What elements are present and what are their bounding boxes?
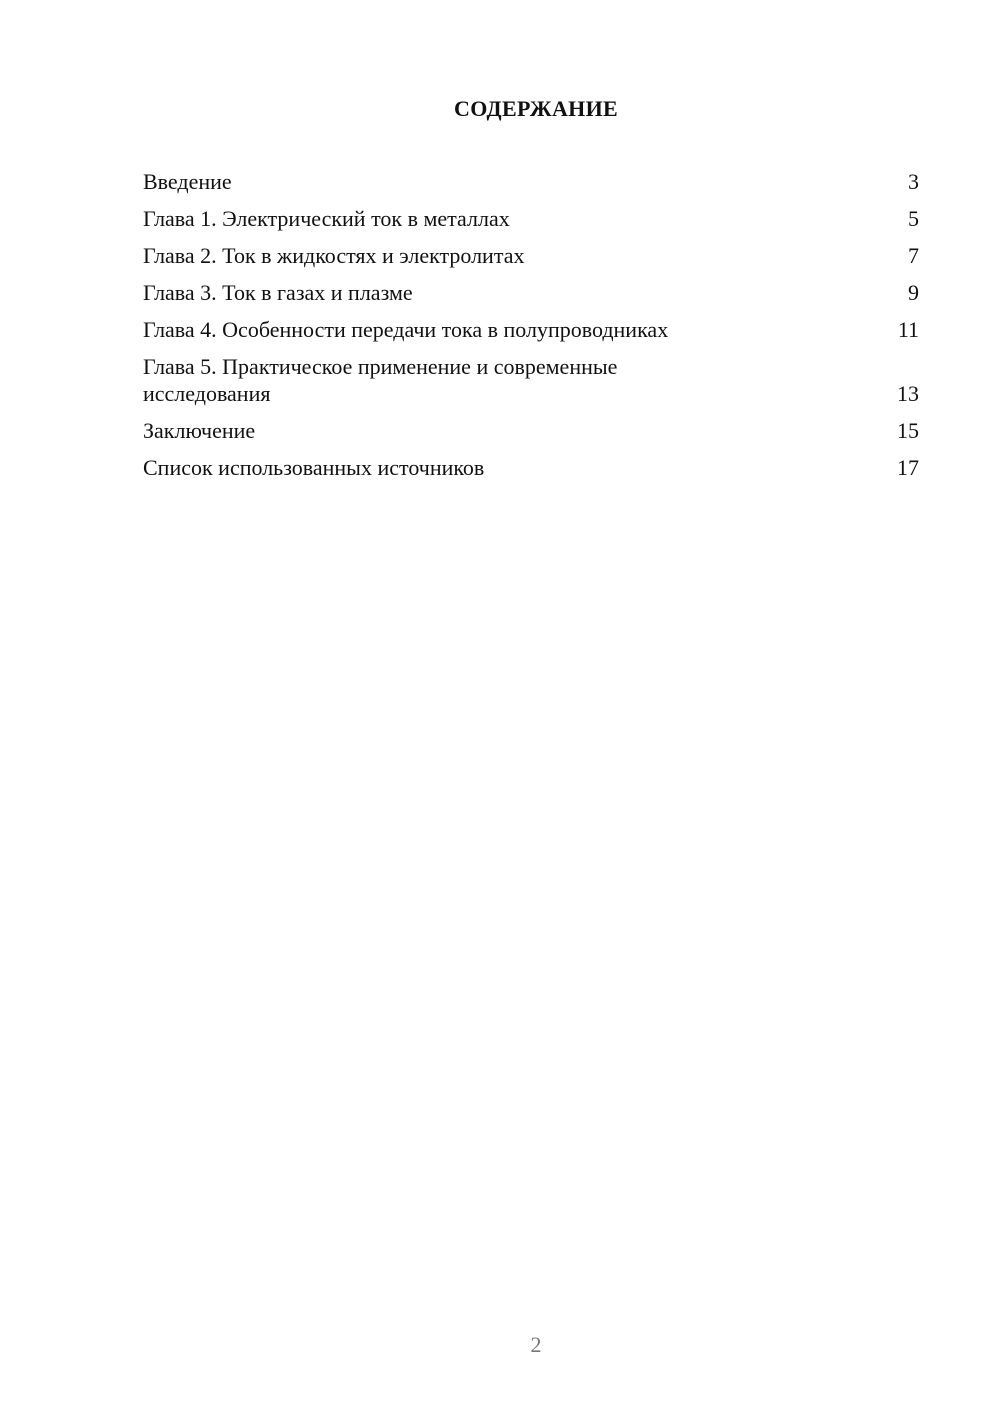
page-number: 2 xyxy=(530,1332,542,1357)
toc-entry-label: Глава 3. Ток в газах и плазме xyxy=(143,280,413,305)
toc-entry-page: 3 xyxy=(908,169,919,194)
toc-entry-conclusion xyxy=(143,417,919,444)
toc-entry-page: 13 xyxy=(897,381,919,406)
toc-entry-label: Глава 5. Практическое применение и современные исследования xyxy=(143,354,618,406)
toc-entry-references xyxy=(143,454,919,481)
toc-entry-label: Введение xyxy=(143,169,232,194)
toc-entry-page: 11 xyxy=(897,317,919,342)
toc-entry-label: Глава 2. Ток в жидкостях и электролитах xyxy=(143,243,525,268)
toc-entry-page: 9 xyxy=(908,280,919,305)
page-title: СОДЕРЖАНИЕ xyxy=(454,96,618,121)
toc-entry-label: Заключение xyxy=(143,418,256,443)
toc-entry-label: Глава 1. Электрический ток в металлах xyxy=(143,206,510,231)
toc-entry-label: Список использованных источников xyxy=(143,455,485,480)
toc-entry-page: 15 xyxy=(897,418,919,443)
toc-entry-chapter-5 xyxy=(143,353,919,407)
toc-entry-page: 5 xyxy=(908,206,919,231)
toc-entry-page: 17 xyxy=(897,455,919,480)
toc-entry-chapter-1 xyxy=(143,205,919,232)
toc-entry-chapter-4 xyxy=(143,316,919,343)
toc-entry-page: 7 xyxy=(908,243,919,268)
toc-entry-label: Глава 4. Особенности передачи тока в полупроводниках xyxy=(143,317,669,342)
toc-entry-chapter-2 xyxy=(143,242,919,269)
toc-entry-introduction xyxy=(143,168,919,195)
table-of-contents xyxy=(143,168,919,491)
toc-entry-chapter-3 xyxy=(143,279,919,306)
